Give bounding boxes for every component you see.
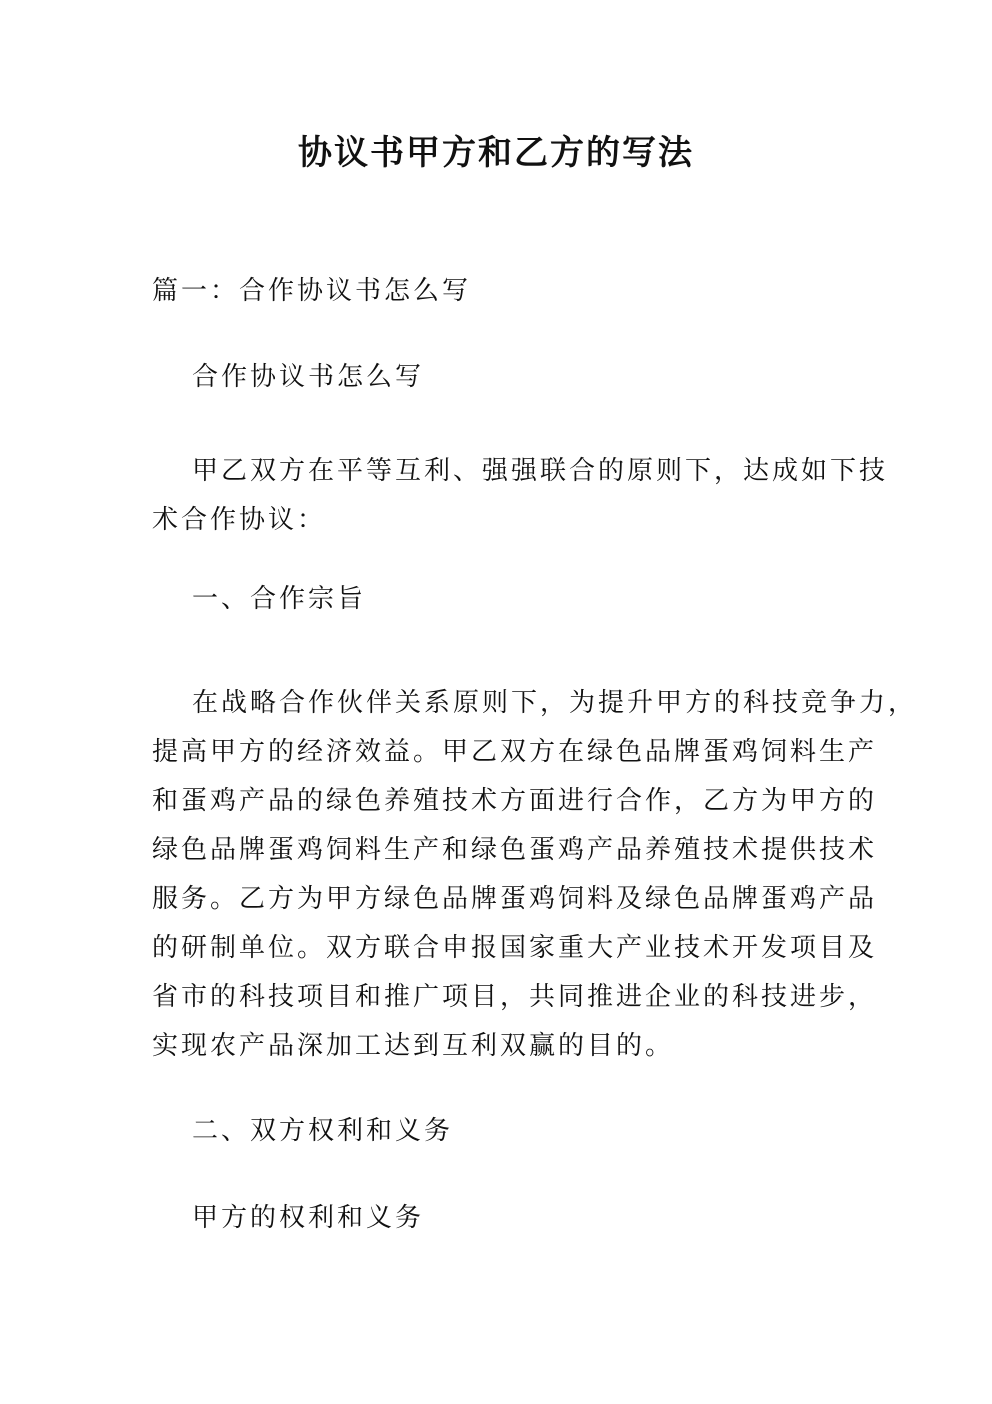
purpose-line-2: 提高甲方的经济效益。甲乙双方在绿色品牌蛋鸡饲料生产 xyxy=(152,737,878,767)
intro-line-1: 甲乙双方在平等互利、强强联合的原则下，达成如下技 xyxy=(192,456,889,486)
section-heading: 篇一：合作协议书怎么写 xyxy=(152,276,472,306)
document-title: 协议书甲方和乙方的写法 xyxy=(298,133,694,173)
purpose-line-1: 在战略合作伙伴关系原则下，为提升甲方的科技竞争力， xyxy=(192,688,918,718)
purpose-paragraph xyxy=(152,679,918,1071)
subheading: 合作协议书怎么写 xyxy=(192,362,425,392)
purpose-line-8: 实现农产品深加工达到互利双赢的目的。 xyxy=(152,1031,675,1061)
intro-line-2: 术合作协议： xyxy=(152,505,327,535)
heading-rights-obligations: 二、双方权利和义务 xyxy=(192,1116,454,1146)
intro-paragraph xyxy=(152,447,889,545)
purpose-line-7: 省市的科技项目和推广项目，共同推进企业的科技进步， xyxy=(152,982,878,1012)
purpose-line-5: 服务。乙方为甲方绿色品牌蛋鸡饲料及绿色品牌蛋鸡产品 xyxy=(152,884,878,914)
purpose-line-6: 的研制单位。双方联合申报国家重大产业技术开发项目及 xyxy=(152,933,878,963)
purpose-line-3: 和蛋鸡产品的绿色养殖技术方面进行合作，乙方为甲方的 xyxy=(152,786,878,816)
purpose-line-4: 绿色品牌蛋鸡饲料生产和绿色蛋鸡产品养殖技术提供技术 xyxy=(152,835,878,865)
heading-cooperation-purpose: 一、合作宗旨 xyxy=(192,584,367,614)
heading-party-a-rights: 甲方的权利和义务 xyxy=(192,1203,425,1233)
